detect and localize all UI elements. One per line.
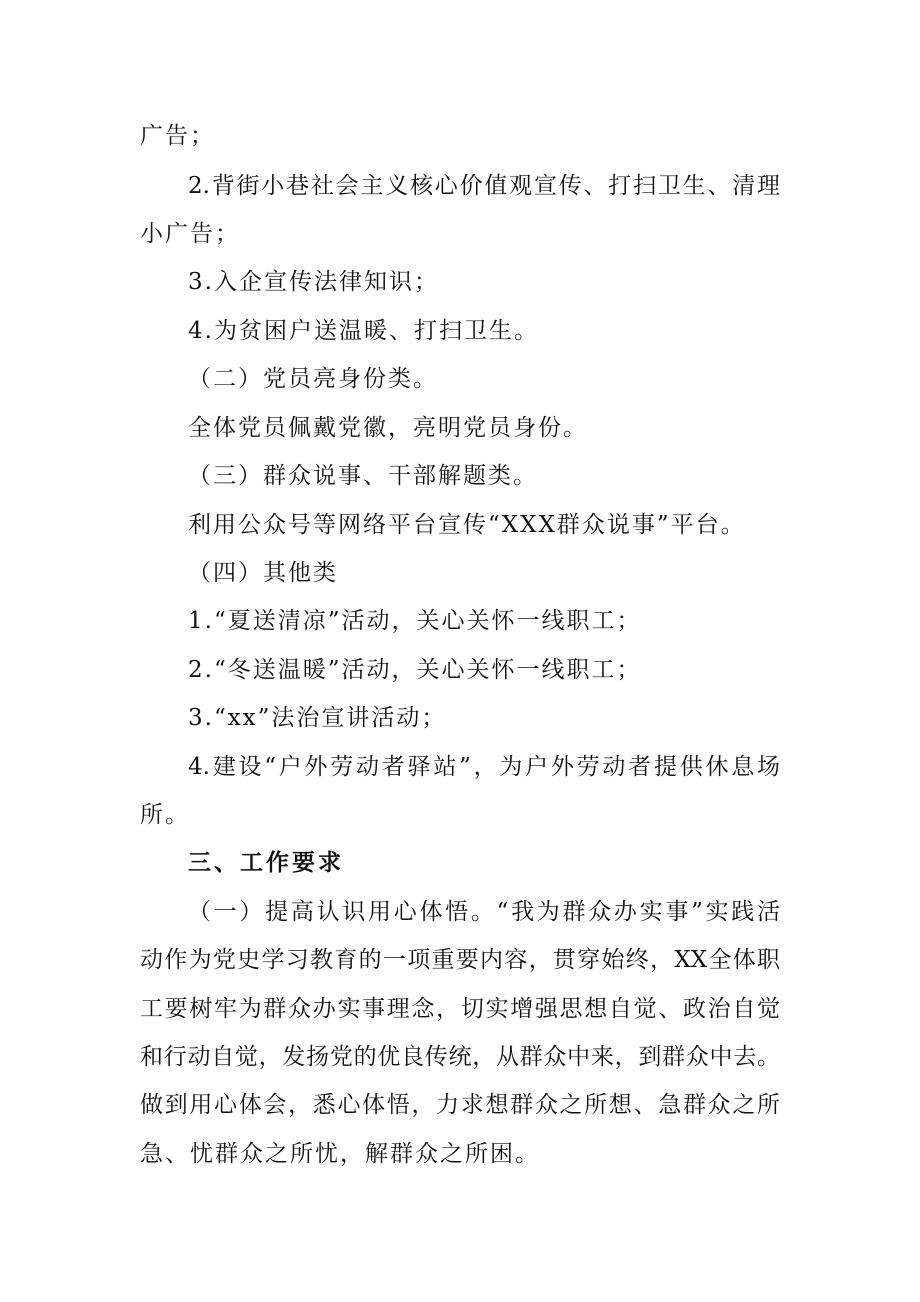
list-item: 2.背街小巷社会主义核心价值观宣传、打扫卫生、清理 <box>188 173 780 199</box>
section-subheading: （二）党员亮身份类。 <box>188 366 438 392</box>
list-item: 3.“xx”法治宣讲活动； <box>188 705 447 731</box>
section-subheading: （四）其他类 <box>188 560 338 586</box>
list-item: 2.“冬送温暖”活动，关心关怀一线职工； <box>188 657 642 683</box>
section-subheading: （三）群众说事、干部解题类。 <box>188 463 538 489</box>
text-line: 广告； <box>140 123 215 149</box>
paragraph-line: 急、忧群众之所忧，解群众之所困。 <box>140 1141 540 1167</box>
paragraph-line: 利用公众号等网络平台宣传“XXX群众说事”平台。 <box>188 512 746 538</box>
paragraph-line: 和行动自觉，发扬党的优良传统，从群众中来，到群众中去。 <box>140 1044 780 1070</box>
paragraph-line: 全体党员佩戴党徽，亮明党员身份。 <box>188 415 588 441</box>
list-item: 3.入企宣传法律知识； <box>188 269 439 295</box>
list-item: 4.为贫困户送温暖、打扫卫生。 <box>188 318 539 344</box>
paragraph-line: （一）提高认识用心体悟。“我为群众办实事”实践活 <box>188 899 780 925</box>
paragraph-line: 工要树牢为群众办实事理念，切实增强思想自觉、政治自觉 <box>140 996 780 1022</box>
list-item: 1.“夏送清凉”活动，关心关怀一线职工； <box>188 608 642 634</box>
text-line: 小广告； <box>140 221 240 247</box>
text-line: 所。 <box>140 802 190 828</box>
paragraph-line: 动作为党史学习教育的一项重要内容，贯穿始终，XX全体职 <box>140 947 780 973</box>
section-heading: 三、工作要求 <box>188 850 344 876</box>
list-item: 4.建设“户外劳动者驿站”，为户外劳动者提供休息场 <box>188 754 780 780</box>
paragraph-line: 做到用心体会，悉心体悟，力求想群众之所想、急群众之所 <box>140 1092 780 1118</box>
